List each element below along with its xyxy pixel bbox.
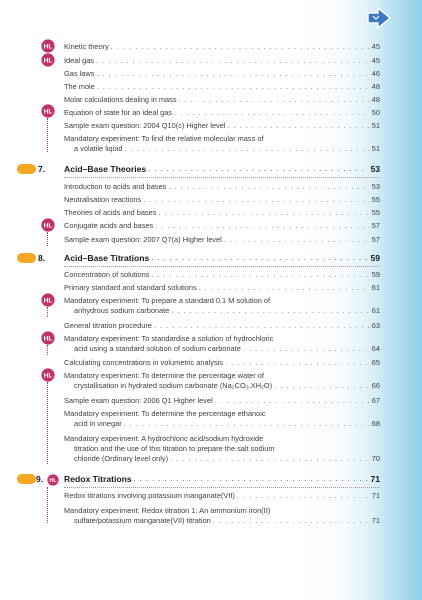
toc-entry-page: 51 — [371, 121, 380, 130]
toc-entry[interactable] — [64, 396, 380, 406]
chapter-title: Acid–Base Theories — [64, 164, 147, 174]
chapter-marker — [17, 474, 36, 484]
dot-leader — [124, 419, 370, 429]
chapter-marker — [17, 253, 36, 263]
toc-entry[interactable] — [64, 56, 380, 66]
toc-entry-title: Mandatory experiment: To prepare a standard 0.1 M solution of — [64, 296, 271, 305]
hl-badge-label: HL — [43, 43, 53, 51]
dot-leader — [199, 283, 370, 293]
toc-entry[interactable] — [64, 506, 380, 526]
toc-entry-title: Mandatory experiment: To standardise a solution of hydrochloric — [64, 334, 274, 343]
toc-entry-title-continued: titration and the use of this titration to prepare the salt sodium — [74, 444, 275, 453]
toc-entry-title-continued: sulfate/potassium manganate(VII) titration — [74, 516, 211, 525]
higher-level-guide-line — [47, 487, 48, 523]
toc-entry-page: 66 — [371, 381, 380, 390]
toc-entry-page: 53 — [371, 182, 380, 191]
chapter-divider — [64, 266, 380, 267]
toc-entry-title: Mandatory experiment: To find the relative molecular mass of — [64, 134, 264, 143]
chapter-page: 59 — [370, 253, 380, 263]
toc-entry-title: Equation of state for an ideal gas — [64, 108, 173, 117]
hl-badge-label: HL — [43, 372, 53, 380]
toc-entry-page: 61 — [371, 306, 380, 315]
dot-leader — [111, 42, 370, 52]
dot-leader — [96, 69, 369, 79]
toc-entry-title: Molar calculations dealing in mass — [64, 95, 177, 104]
hl-badge-label: HL — [43, 222, 53, 230]
toc-entry[interactable] — [64, 434, 380, 464]
chapter-number: 9. — [36, 474, 44, 484]
toc-entry-page: 55 — [371, 195, 380, 204]
dot-leader — [97, 82, 370, 92]
higher-level-badge-icon — [41, 39, 55, 53]
toc-entry-page: 59 — [371, 270, 380, 279]
toc-entry-title-continued: acid in vinegar — [74, 419, 122, 428]
dot-leader — [171, 306, 369, 316]
higher-level-guide-line — [47, 232, 48, 246]
toc-entry-page: 65 — [371, 358, 380, 367]
chapter-page: 71 — [370, 474, 380, 484]
toc-entry-page: 71 — [371, 491, 380, 500]
chapter-heading[interactable] — [64, 474, 380, 484]
toc-entry-page: 64 — [371, 344, 380, 353]
dot-leader — [143, 195, 370, 205]
toc-entry-title: Conjugate acids and bases — [64, 221, 154, 230]
toc-entry[interactable] — [64, 69, 380, 79]
toc-entry-title: Sample exam question: 2007 Q7(a) Higher level — [64, 235, 222, 244]
dot-leader — [170, 454, 370, 464]
chapter-heading[interactable] — [64, 253, 380, 263]
higher-level-guide-line — [47, 382, 48, 464]
toc-entry-page: 61 — [371, 283, 380, 292]
dot-leader — [96, 56, 370, 66]
chapter-heading[interactable] — [64, 164, 380, 174]
hl-badge-label: HL — [43, 335, 53, 343]
toc-entry-title: Mandatory experiment: To determine the percentage water of — [64, 371, 264, 380]
dot-leader — [168, 182, 369, 192]
chapter-divider — [64, 487, 380, 488]
toc-entry[interactable] — [64, 334, 380, 354]
dot-leader — [243, 344, 370, 354]
toc-entry[interactable] — [64, 195, 380, 205]
higher-level-guide-line — [47, 118, 48, 152]
toc-entry[interactable] — [64, 270, 380, 280]
dot-leader — [158, 208, 369, 218]
toc-entry[interactable] — [64, 182, 380, 192]
toc-entry[interactable] — [64, 235, 380, 245]
toc-entry[interactable] — [64, 491, 380, 501]
hl-badge-label: HL — [43, 57, 53, 65]
toc-entry-title-continued: acid using a standard solution of sodium carbonate — [74, 344, 241, 353]
toc-entry[interactable] — [64, 134, 380, 154]
toc-entry-page: 70 — [371, 454, 380, 463]
toc-entry[interactable] — [64, 358, 380, 368]
toc-entry[interactable] — [64, 371, 380, 391]
dot-leader — [179, 95, 370, 105]
dot-leader — [155, 221, 370, 231]
toc-entry[interactable] — [64, 221, 380, 231]
higher-level-badge-icon — [41, 368, 55, 382]
toc-entry[interactable] — [64, 283, 380, 293]
toc-entry[interactable] — [64, 321, 380, 331]
toc-entry-title: Mandatory experiment: To determine the percentage ethanoic — [64, 409, 266, 418]
dot-leader — [274, 381, 370, 391]
higher-level-badge-icon — [41, 104, 55, 118]
higher-level-badge-icon — [41, 53, 55, 67]
toc-entry-page: 57 — [371, 221, 380, 230]
toc-entry[interactable] — [64, 121, 380, 131]
toc-entry[interactable] — [64, 296, 380, 316]
higher-level-badge-icon — [41, 331, 55, 345]
toc-entry-page: 48 — [371, 82, 380, 91]
chapter-marker — [17, 164, 36, 174]
dot-leader — [154, 321, 370, 331]
chapter-title: Acid–Base Titrations — [64, 253, 150, 263]
toc-entry-title: Sample exam question: 2004 Q10(c) Higher level — [64, 121, 226, 130]
toc-entry-title-continued: anhydrous sodium carbonate — [74, 306, 170, 315]
toc-entry-title-continued: a volatile liquid — [74, 144, 123, 153]
toc-entry-title: Theories of acids and bases — [64, 208, 157, 217]
dot-leader — [151, 253, 368, 263]
toc-entry-title: The mole — [64, 82, 95, 91]
dot-leader — [174, 108, 370, 118]
chapter-number: 8. — [38, 253, 46, 263]
toc-entry-title: Redox titrations involving potassium manganate(VII) — [64, 491, 235, 500]
toc-entry-page: 45 — [371, 56, 380, 65]
toc-entry-title-continued: chloride (Ordinary level only) — [74, 454, 169, 463]
toc-entry-title: Mandatory experiment: Redox titration 1: An ammonium iron(II) — [64, 506, 271, 515]
higher-level-badge-icon — [47, 473, 59, 485]
hl-badge-label: HL — [43, 108, 53, 116]
chapter-divider — [64, 177, 380, 178]
toc-entry-page: 48 — [371, 95, 380, 104]
chapter-number: 7. — [38, 164, 46, 174]
toc-entry-page: 68 — [371, 419, 380, 428]
hl-badge-label: HL — [49, 478, 57, 485]
dot-leader — [215, 396, 370, 406]
dot-leader — [148, 164, 368, 174]
toc-entry-page: 50 — [371, 108, 380, 117]
toc-entry-page: 71 — [371, 516, 380, 525]
dot-leader — [124, 144, 369, 154]
dot-leader — [227, 121, 369, 131]
next-page-arrow-icon[interactable] — [366, 7, 392, 29]
toc-entry[interactable] — [64, 95, 380, 105]
toc-entry[interactable] — [64, 42, 380, 52]
higher-level-guide-line — [47, 345, 48, 355]
dot-leader — [224, 235, 370, 245]
toc-entry-title: Calculating concentrations in volumetric analysis — [64, 358, 223, 367]
toc-entry-page: 46 — [371, 69, 380, 78]
toc-entry-title: Sample exam question: 2006 Q1 Higher level — [64, 396, 213, 405]
toc-entry[interactable] — [64, 108, 380, 118]
toc-entry-title: Ideal gas — [64, 56, 94, 65]
toc-entry-page: 57 — [371, 235, 380, 244]
toc-entry-title: General titration procedure — [64, 321, 152, 330]
toc-entry-page: 45 — [371, 42, 380, 51]
toc-entry-title: Mandatory experiment: A hydrochloric acid/sodium hydroxide — [64, 434, 264, 443]
higher-level-badge-icon — [41, 218, 55, 232]
chapter-title: Redox Titrations — [64, 474, 132, 484]
toc-entry-title: Primary standard and standard solutions — [64, 283, 197, 292]
toc-entry-page: 67 — [371, 396, 380, 405]
toc-entry-title: Introduction to acids and bases — [64, 182, 167, 191]
toc-entry-title-continued: crystallisation in hydrated sodium carbonate (Na₂CO₃.XH₂O) — [74, 381, 273, 390]
toc-entry[interactable] — [64, 208, 380, 218]
dot-leader — [151, 270, 369, 280]
toc-entry[interactable] — [64, 409, 380, 429]
toc-entry-page: 55 — [371, 208, 380, 217]
toc-entry-title: Kinetic theory — [64, 42, 109, 51]
toc-entry-page: 51 — [371, 144, 380, 153]
dot-leader — [225, 358, 370, 368]
dot-leader — [134, 474, 369, 484]
higher-level-badge-icon — [41, 293, 55, 307]
toc-entry-page: 63 — [371, 321, 380, 330]
toc-entry-title: Concentration of solutions — [64, 270, 150, 279]
toc-entry[interactable] — [64, 82, 380, 92]
dot-leader — [237, 491, 370, 501]
toc-entry-title: Gas laws — [64, 69, 95, 78]
chapter-page: 53 — [370, 164, 380, 174]
toc-entry-title: Neutralisation reactions — [64, 195, 142, 204]
hl-badge-label: HL — [43, 297, 53, 305]
dot-leader — [213, 516, 370, 526]
higher-level-guide-line — [47, 307, 48, 317]
